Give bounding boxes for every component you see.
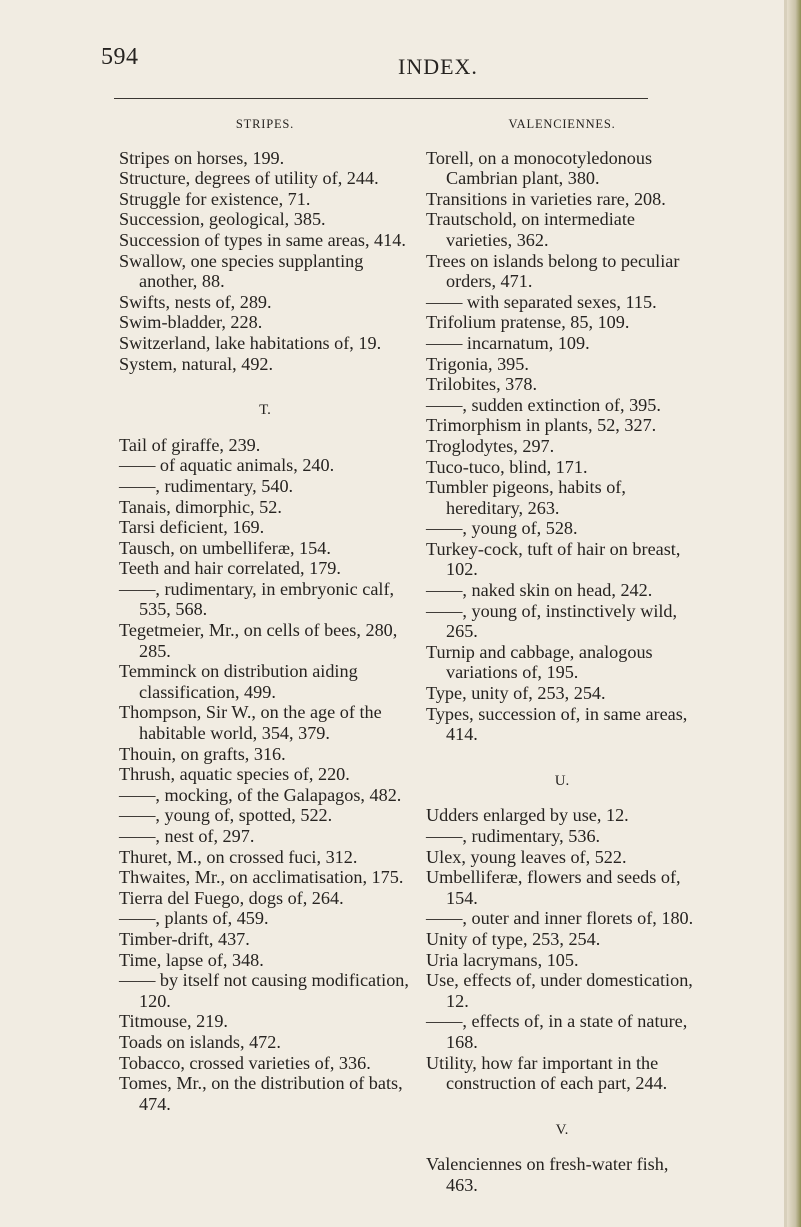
header-rule [114,98,648,99]
index-entry: Torell, on a monocotyledonous Cambrian plant, 380. [426,147,653,189]
index-entry: ——, young of, instinctively wild, 265. [426,600,678,642]
page-number: 594 [101,44,139,70]
index-entry: —— by itself not causing modification, 120. [119,970,409,1011]
index-entry: Unity of type, 253, 254. [426,928,601,949]
index-entry: Transitions in varieties rare, 208. [426,188,666,209]
index-entry: Turkey-cock, tuft of hair on breast, 102. [426,538,681,580]
letter-heading-u: U. [554,772,570,789]
index-entry: Thrush, aquatic species of, 220. [119,764,350,785]
index-entry: Use, effects of, under domestication, 12. [426,970,693,1011]
index-entry: Structure, degrees of utility of, 244. [119,168,379,189]
index-entry: Udders enlarged by use, 12. [426,805,629,826]
index-entry: Tomes, Mr., on the distribution of bats, 474. [119,1073,403,1114]
index-entry: Teeth and hair correlated, 179. [119,558,341,579]
index-entry: ——, naked skin on head, 242. [426,580,653,601]
running-head-left: STRIPES. [235,117,295,131]
index-entry: Thuret, M., on crossed fuci, 312. [119,846,358,867]
index-entry: Thompson, Sir W., on the age of the habitable world, 354, 379. [119,702,382,744]
index-entry: Struggle for existence, 71. [119,188,311,209]
index-entry: ——, young of, spotted, 522. [119,805,333,826]
index-entry: Trautschold, on intermediate varieties, 362. [426,209,635,250]
index-entry: Tegetmeier, Mr., on cells of bees, 280, 285. [119,620,398,661]
index-entry: Thwaites, Mr., on acclimatisation, 175. [119,867,404,888]
index-entry: Trees on islands belong to peculiar orders, 471. [426,250,680,292]
index-entry: Uria lacrymans, 105. [426,949,579,970]
entries-t-continued-list [426,148,698,745]
index-entry: ——, sudden extinction of, 395. [426,394,661,415]
index-entry: Trilobites, 378. [426,374,537,395]
index-entry: Trigonia, 395. [426,353,529,374]
index-entry: Tanais, dimorphic, 52. [119,496,282,517]
entries-s-list [119,148,411,375]
index-entry: Titmouse, 219. [119,1011,228,1032]
index-entry: Ulex, young leaves of, 522. [426,846,627,867]
index-entry: Succession, geological, 385. [119,209,326,230]
index-entry: Tumbler pigeons, habits of, hereditary, 263. [426,477,626,518]
index-entry: —— incarnatum, 109. [426,332,590,353]
index-entry: Utility, how far important in the construction of each part, 244. [426,1052,668,1094]
index-entry: ——, rudimentary, in embryonic calf, 535, 568. [119,578,395,620]
index-entry: Switzerland, lake habitations of, 19. [119,332,382,353]
index-entry: Trimorphism in plants, 52, 327. [426,415,657,436]
index-entry: Swifts, nests of, 289. [119,291,272,312]
entries-v-list [426,1154,698,1195]
index-entry: Umbelliferæ, flowers and seeds of, 154. [426,867,681,908]
page-title: INDEX. [398,54,478,79]
index-entry: —— with separated sexes, 115. [426,291,657,312]
left-column [119,112,411,1114]
index-entry: Swallow, one species supplanting another, 88. [119,250,364,292]
entries-t-list [119,435,411,1115]
index-entry: Tarsi deficient, 169. [119,517,265,538]
index-entry: Trifolium pratense, 85, 109. [426,312,630,333]
index-entry: ——, mocking, of the Galapagos, 482. [119,784,402,805]
entries-u-list [426,805,698,1093]
index-entry: ——, plants of, 459. [119,908,269,929]
index-entry: Types, succession of, in same areas, 414. [426,703,688,745]
index-entry: ——, rudimentary, 540. [119,475,294,496]
index-entry: Tausch, on umbelliferæ, 154. [119,537,331,558]
index-entry: ——, outer and inner florets of, 180. [426,908,694,929]
index-entry: ——, effects of, in a state of nature, 168. [426,1011,688,1052]
index-entry: Valenciennes on fresh-water fish, 463. [426,1154,669,1195]
index-entry: Time, lapse of, 348. [119,949,264,970]
index-entry: Tierra del Fuego, dogs of, 264. [119,887,344,908]
index-entry: ——, rudimentary, 536. [426,826,601,846]
index-entry: Troglodytes, 297. [426,435,555,456]
index-entry: —— of aquatic animals, 240. [119,455,335,476]
letter-heading-t: T. [259,402,271,419]
book-spine-edge [787,0,801,1227]
index-entry: ——, young of, 528. [426,518,578,539]
index-entry: Tail of giraffe, 239. [119,434,261,455]
index-entry: ——, nest of, 297. [119,826,255,846]
index-entry: Tuco-tuco, blind, 171. [426,456,588,477]
index-entry: Type, unity of, 253, 254. [426,683,606,704]
right-column [426,112,698,1196]
index-entry: System, natural, 492. [119,353,274,374]
index-entry: Thouin, on grafts, 316. [119,743,286,764]
index-entry: Tobacco, crossed varieties of, 336. [119,1052,371,1073]
letter-heading-v: V. [555,1121,569,1138]
index-entry: Timber-drift, 437. [119,928,250,949]
index-entry: Succession of types in same areas, 414. [119,229,406,250]
index-entry: Toads on islands, 472. [119,1031,281,1052]
running-head-right: VALENCIENNES. [508,117,616,131]
index-entry: Stripes on horses, 199. [119,147,285,168]
index-entry: Swim-bladder, 228. [119,312,263,333]
index-entry: Turnip and cabbage, analogous variations of, 195. [426,641,653,683]
index-entry: Temminck on distribution aiding classification, 499. [119,661,358,702]
